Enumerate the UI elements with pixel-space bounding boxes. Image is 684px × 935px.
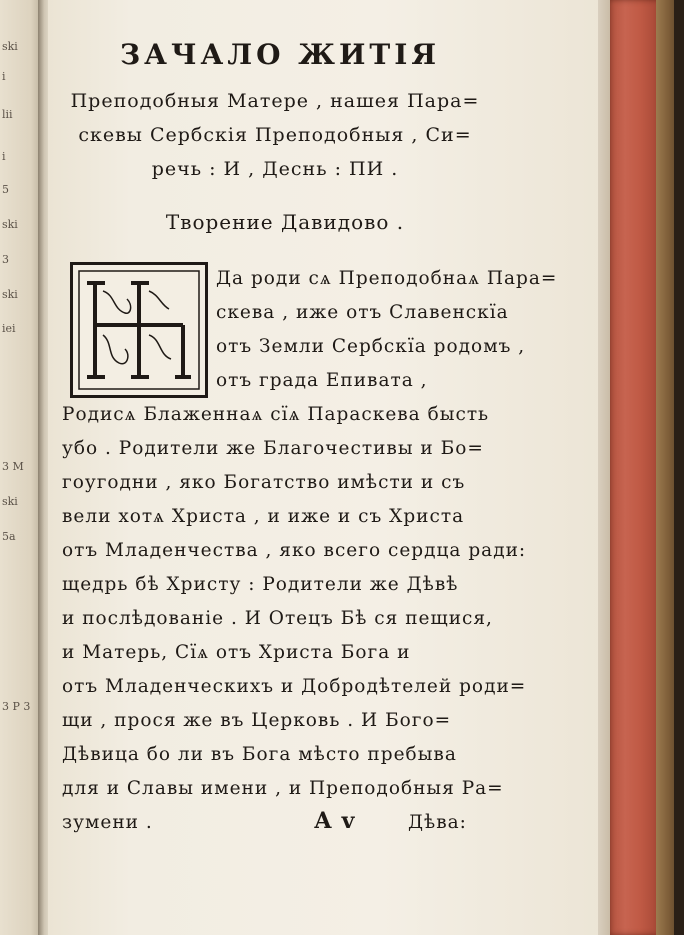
section-subhead: Творение Давидово . (165, 210, 405, 234)
page-title: ЗАЧАЛО ЖИТІЯ (119, 38, 441, 71)
left-page-text: lii (2, 108, 13, 121)
body-line: для и Славы имени , и Преподобныя Ра= (62, 778, 504, 799)
left-page-text: ski (2, 288, 18, 301)
left-page-text: iei (2, 322, 16, 335)
heading-line: скевы Сербскія Преподобныя , Си= (78, 124, 472, 146)
left-page-text: ski (2, 495, 18, 508)
left-page-text: i (2, 70, 6, 83)
left-page-text: 3 M (2, 460, 24, 473)
body-line: щи , прося же въ Церковь . И Бого= (62, 710, 452, 731)
body-line: Родисѧ Блаженнаѧ сїѧ Параскева бысть (62, 404, 490, 425)
left-page-text: ski (2, 40, 18, 53)
background (674, 0, 684, 935)
body-line: отъ Младенчества , яко всего сердца ради: (62, 540, 527, 561)
left-page-text: 3 (2, 253, 9, 266)
body-line: отъ града Епивата , (216, 370, 428, 391)
body-line: и Матерь, Сїѧ отъ Христа Бога и (62, 642, 411, 663)
body-line: гоугодни , яко Богатство имѣсти и съ (62, 472, 466, 493)
body-line: вели хотѧ Христа , и иже и съ Христа (62, 506, 465, 527)
body-line: убо . Родители же Благочестивы и Бо= (62, 438, 484, 459)
left-page-text: i (2, 150, 6, 163)
body-line: и послѣдованіе . И Отецъ Бѣ ся пещися, (62, 608, 493, 629)
heading-line: речь : И , Деснь : ПИ . (151, 158, 399, 180)
body-line: Да роди сѧ Преподобнаѧ Пара= (216, 268, 558, 289)
body-line: щедрь бѣ Христу : Родители же Дѣвѣ (62, 574, 459, 595)
heading-line: Преподобныя Матере , нашея Пара= (70, 90, 480, 112)
left-page-text: 3 P 3 (2, 700, 31, 713)
body-line: скева , иже отъ Славенскїа (216, 302, 509, 323)
signature-mark: А v (314, 808, 356, 834)
left-page-text: 5a (2, 530, 16, 543)
body-line: Дѣвица бо ли въ Бога мѣсто пребыва (62, 744, 457, 765)
body-line: отъ Земли Сербскїа родомъ , (216, 336, 526, 357)
body-line: отъ Младенческихъ и Добродѣтелей роди= (62, 676, 527, 697)
ornamental-initial-icon (73, 265, 205, 395)
body-line: зумени . (62, 812, 153, 833)
catchword: Дѣва: (408, 812, 467, 833)
left-page-text: 5 (2, 183, 9, 196)
decorated-initial-letter (70, 262, 208, 398)
red-page-edges (610, 0, 660, 935)
left-page-text: ski (2, 218, 18, 231)
